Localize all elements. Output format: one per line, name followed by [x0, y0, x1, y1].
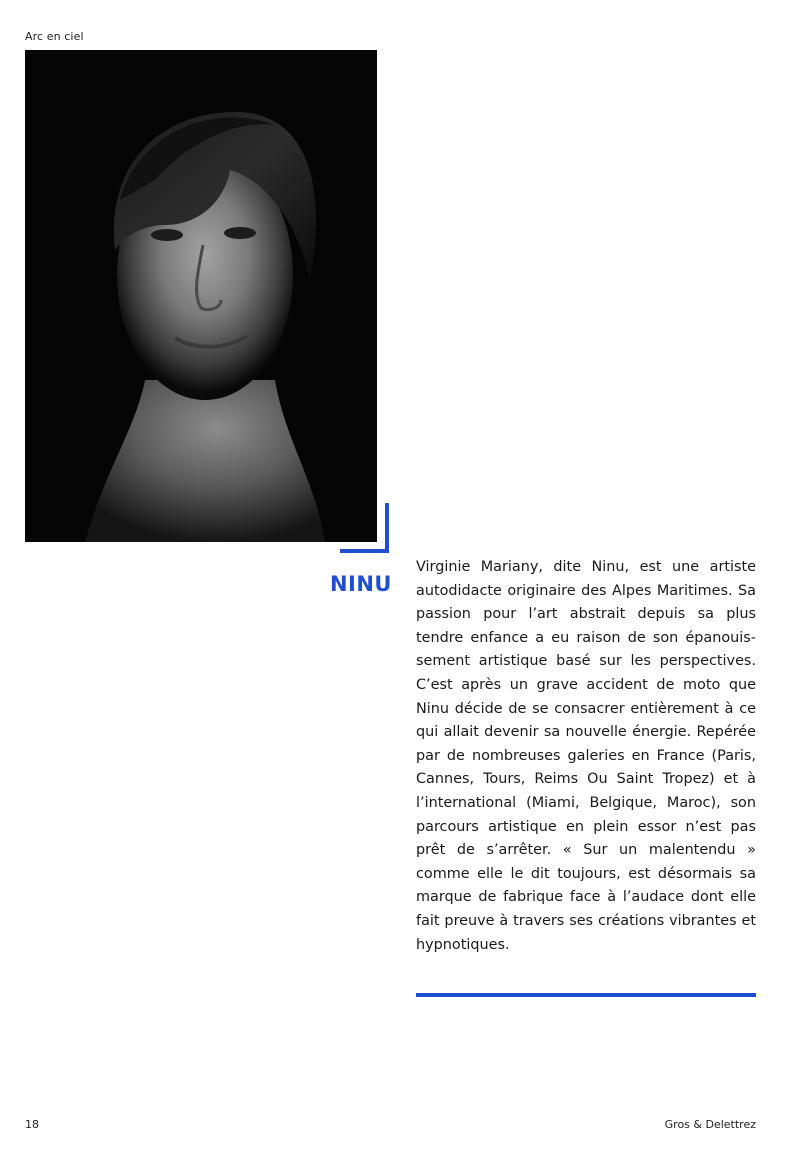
artist-name: NINU	[329, 572, 392, 596]
publisher-name: Gros & Delettrez	[664, 1118, 756, 1131]
portrait-image	[25, 50, 377, 542]
page-number: 18	[25, 1118, 39, 1131]
accent-corner-horizontal	[340, 549, 389, 553]
accent-divider	[416, 993, 756, 997]
artist-biography: Virginie Mariany, dite Ninu, est une artiste autodidacte originaire des Alpes Maritimes. Sa passion pour l’art abstrait depuis sa plus tendre enfance a eu raison de son épanouissement artistique basé sur les perspectives. C’est après un grave accident de moto que Ninu décide de se consacrer entièrement à ce qui allait devenir sa nouvelle énergie. Repérée par de nombreuses galeries en France (Paris, Cannes, Tours, Reims Ou Saint Tropez) et à l’international (Miami, Belgique, Maroc), son parcours artistique en plein essor n’est pas prêt de s’arrêter. « Sur un malentendu » comme elle le dit toujours, est désormais sa marque de fabrique face à l’audace dont elle fait preuve à travers ses créations vibrantes et hypnotiques.	[416, 559, 756, 953]
portrait-photo	[25, 50, 377, 542]
accent-corner-vertical	[385, 503, 389, 553]
section-label: Arc en ciel	[25, 30, 84, 43]
